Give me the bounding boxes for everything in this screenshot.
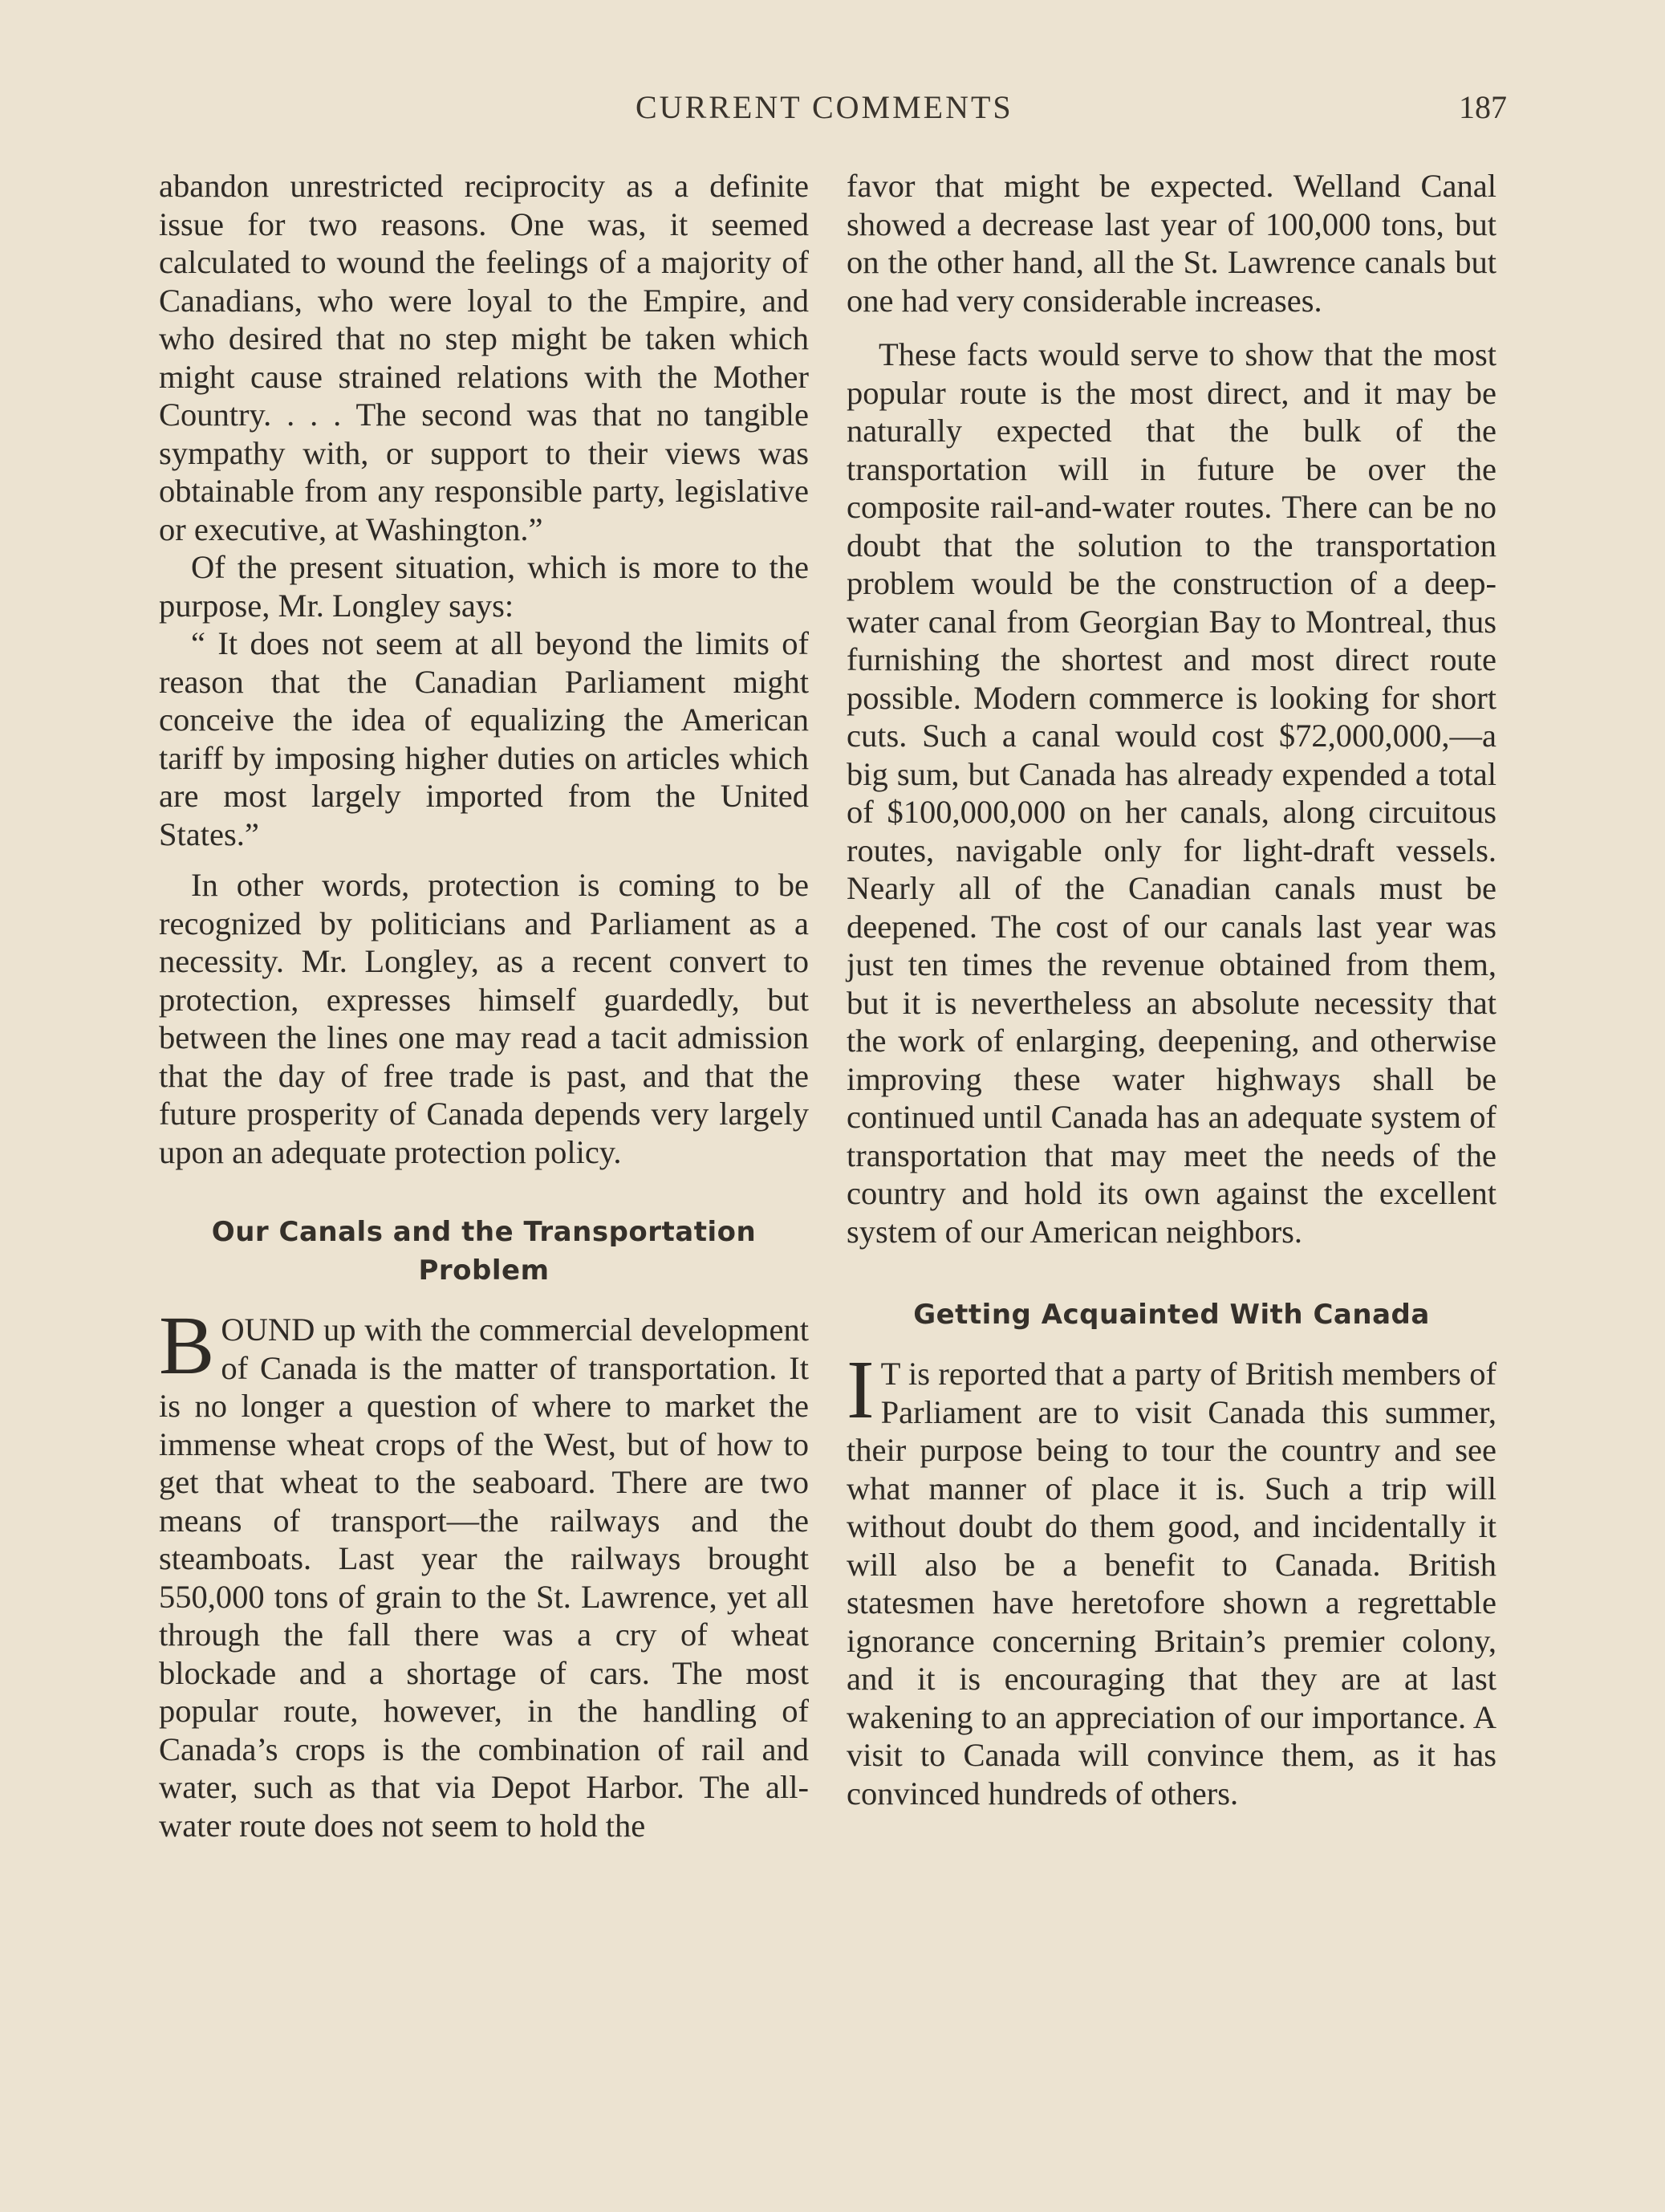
paragraph-deep-water-canal: These facts would serve to show that the most popular route is the most direct, and it may be naturally expected that the bulk of the transportation will in future be over the composite rail-and-water routes. There can be no doubt that the solution to the transportation problem would be the construction of a deep-water canal from Georgian Bay to Montreal, thus furnishing the shortest and most direct route possible. Modern commerce is looking for short cuts. Such a canal would cost $72,000,000,—a big sum, but Canada has already expended a total of $100,000,000 on her canals, along circuitous routes, navigable only for light-draft vessels. Nearly all of the Canadian canals must be deepened. The cost of our canals last year was just ten times the revenue obtained from them, but it is nevertheless an absolute necessity that the work of enlarging, deepening, and otherwise improving these water highways shall be continued until Canada has an adequate system of transportation that may meet the needs of the country and hold its own against the excellent system of our American neighbors. bbox=[847, 336, 1496, 1250]
paragraph-british-visit bbox=[847, 1344, 1496, 1812]
right-column bbox=[847, 167, 1496, 1812]
paragraph-reciprocity-quote: abandon unrestricted reciprocity as a definite issue for two reasons. One was, it seemed calculated to wound the feelings of a majority of Canadians, who were loyal to the Empire, and who desired that no step might be taken which might cause strained relations with the Mother Country. . . . The second was that no tangible sympathy with, or support to their views was obtainable from any responsible party, legislative or executive, at Washington.” bbox=[159, 168, 809, 547]
section-heading-canals bbox=[159, 1213, 809, 1290]
paragraph-welland: favor that might be expected. Welland Canal showed a decrease last year of 100,000 tons, but on the other hand, all the St. Lawrence canals but one had very considerable increases. bbox=[847, 168, 1496, 319]
paragraph-canals-text: OUND up with the commercial development of Canada is the matter of transportation. It is no longer a question of where to market the immense wheat crops of the West, but of how to get that wheat to the seaboard. There are two means of transport—the railways and the steamboats. Last year the railways brought 550,000 tons of grain to the St. Lawrence, yet all through the fall there was a cry of wheat blockade and a shortage of cars. The most popular route, however, in the handling of Canada’s crops is the combination of rail and water, such as that via Depot Harbor. The all-water route does not seem to hold the bbox=[159, 1311, 809, 1844]
left-column bbox=[159, 167, 809, 1844]
paragraph-protection: In other words, protection is coming to be recognized by politicians and Parliament as a necessity. Mr. Longley, as a recent convert to protection, expresses himself guardedly, but between the lines one may read a tacit admission that the day of free trade is past, and that the future prosperity of Canada depends very largely upon an adequate protection policy. bbox=[159, 867, 809, 1170]
paragraph-longley-quote: “ It does not seem at all beyond the limits of reason that the Canadian Parliament might conceive the idea of equalizing the American tariff by imposing higher duties on articles which are most largely imported from the United States.” bbox=[159, 625, 809, 852]
section-heading-canals-line2: Problem bbox=[418, 1254, 550, 1287]
page-number: 187 bbox=[1459, 89, 1507, 125]
paragraph-canals bbox=[159, 1299, 809, 1844]
page-header bbox=[0, 88, 1665, 128]
section-heading-canals-line1: Our Canals and the Transportation bbox=[211, 1216, 757, 1248]
drop-cap-i: I bbox=[847, 1344, 875, 1436]
section-heading-acquainted: Getting Acquainted With Canada bbox=[913, 1299, 1430, 1331]
drop-cap-b: B bbox=[159, 1299, 215, 1392]
paragraph-present-situation: Of the present situation, which is more to the purpose, Mr. Longley says: bbox=[159, 549, 809, 624]
running-head: CURRENT COMMENTS bbox=[636, 89, 1013, 125]
paragraph-british-visit-text: T is reported that a party of British members of Parliament are to visit Canada this summer, their purpose being to tour the country and see what manner of place it is. Such a trip will without doubt do them good, and incidentally it will also be a benefit to Canada. British statesmen have heretofore shown a regrettable ignorance concerning Britain’s premier colony, and it is encouraging that they are at last wakening to an appreciation of our importance. A visit to Canada will convince them, as it has convinced hundreds of others. bbox=[847, 1356, 1496, 1811]
